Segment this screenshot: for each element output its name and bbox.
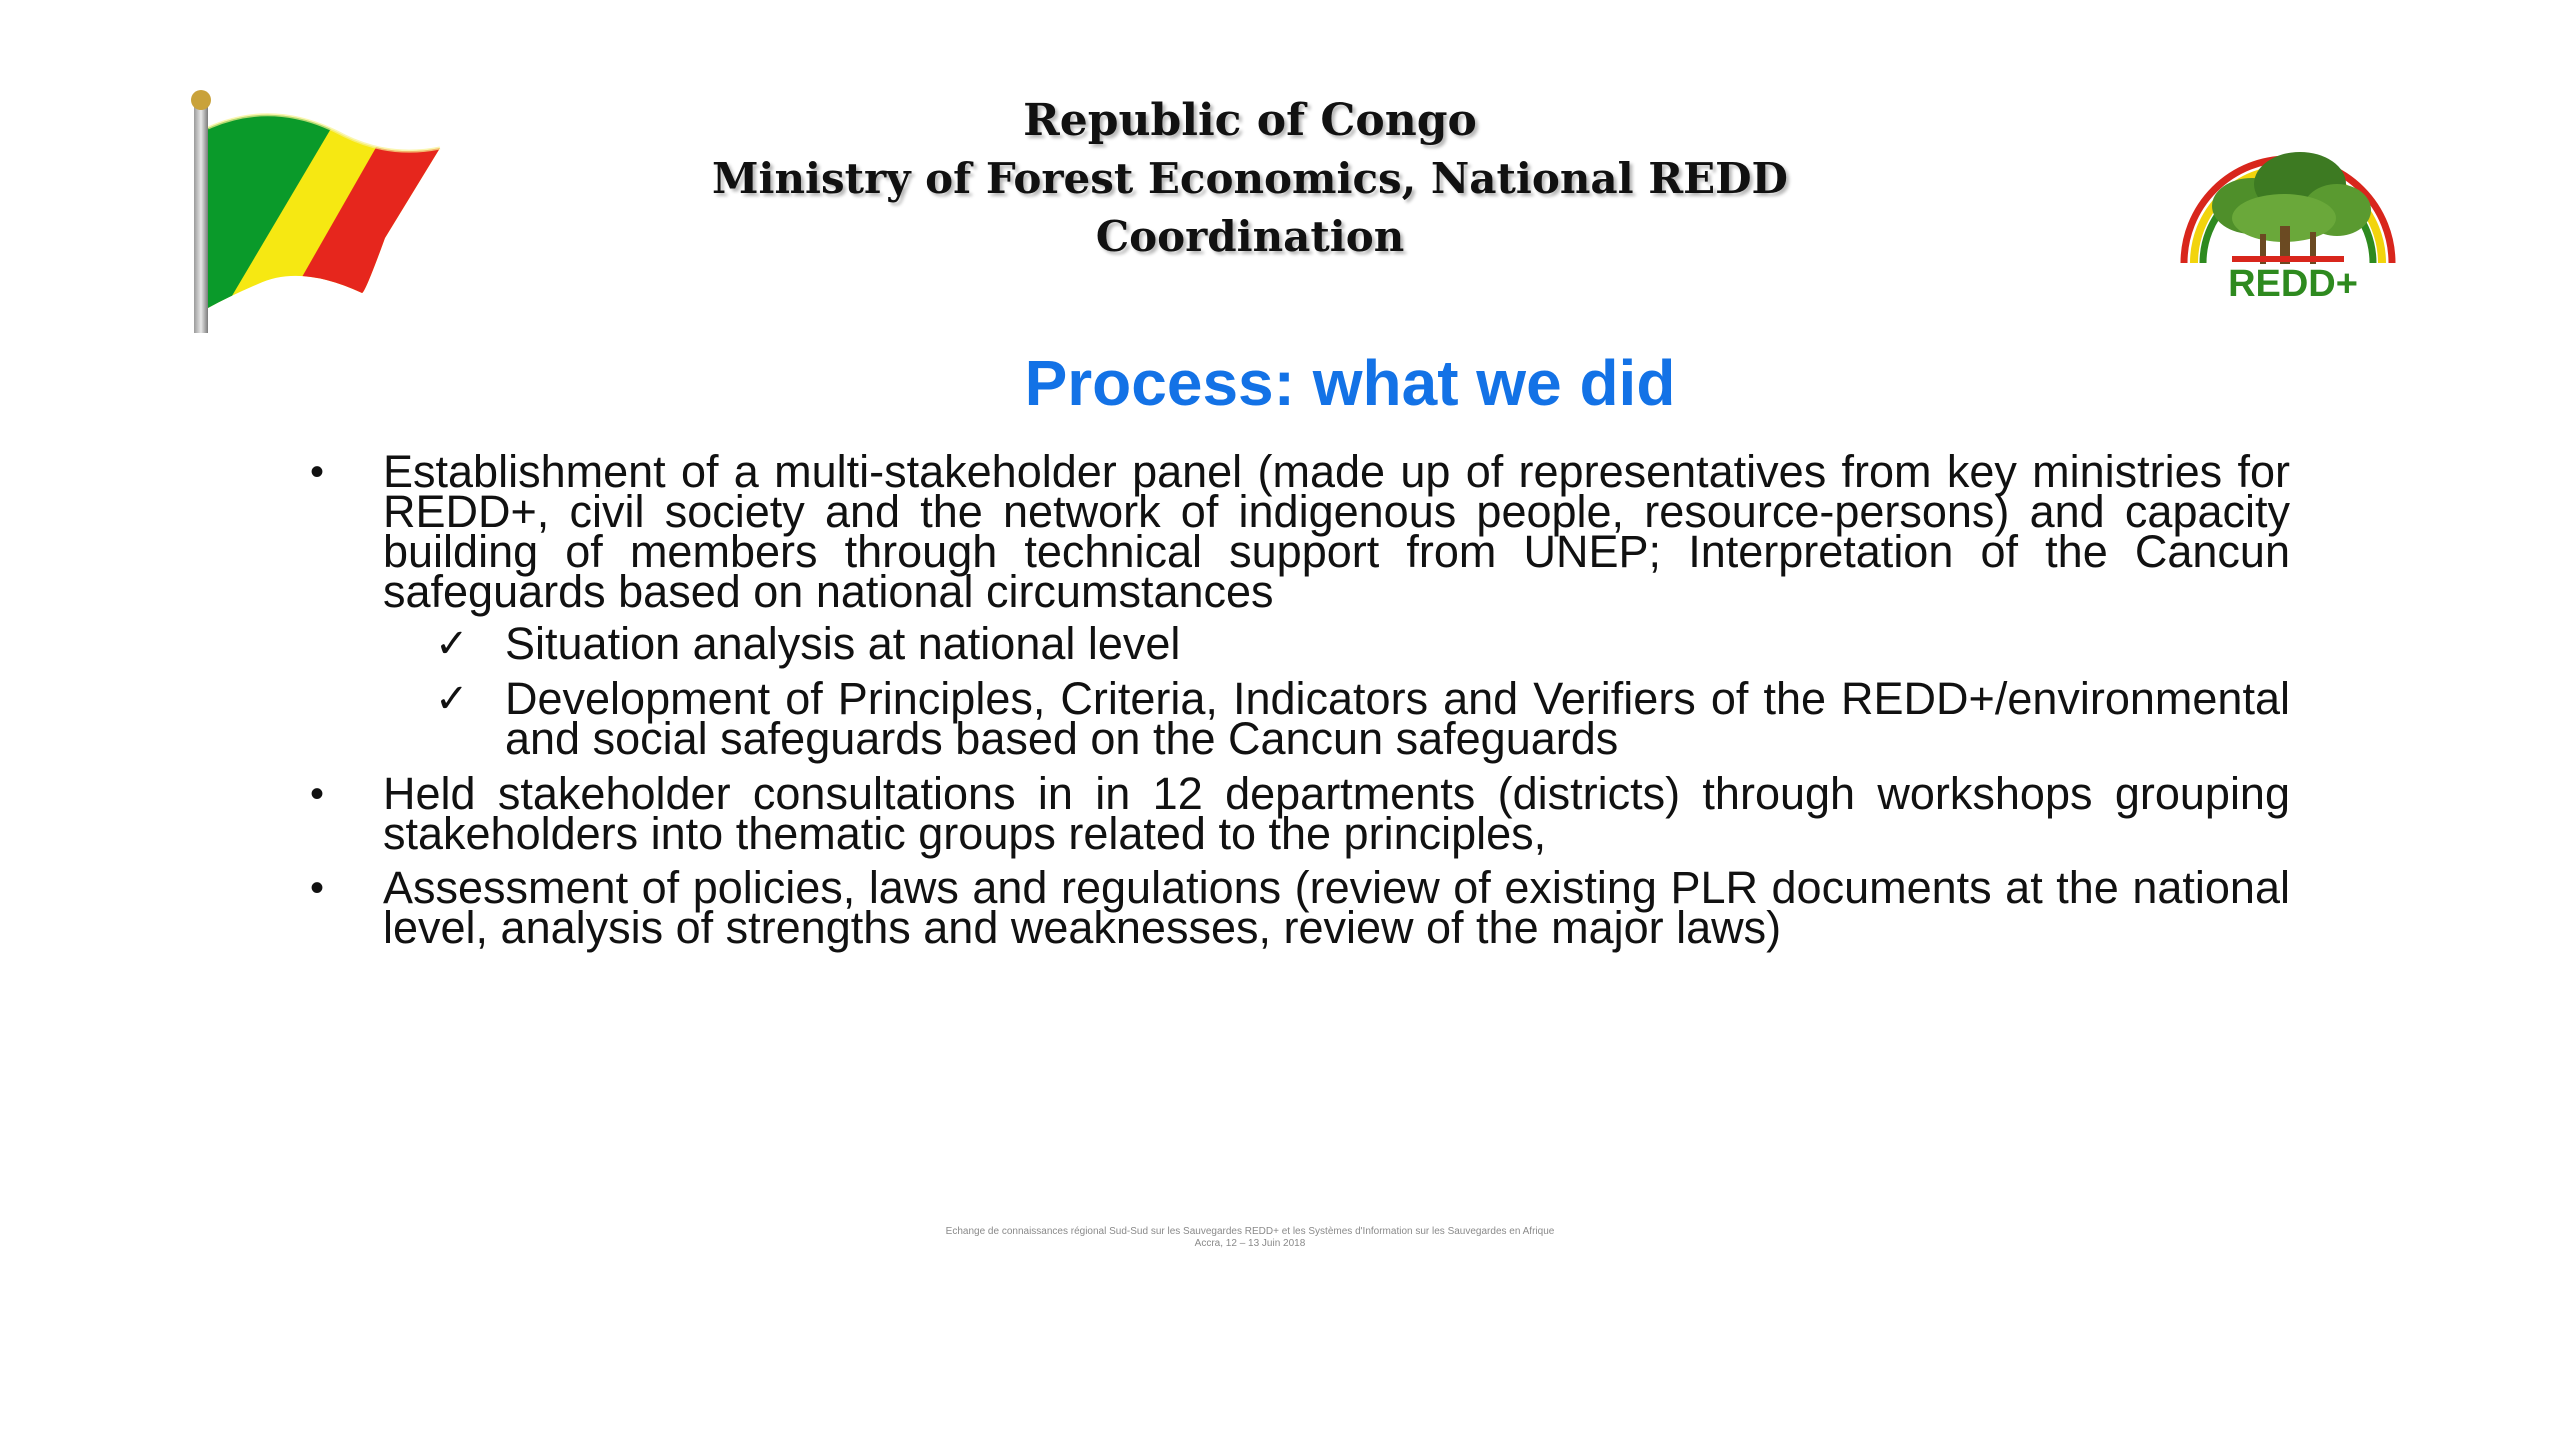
bullet-icon: •	[310, 772, 325, 816]
footer-date: Accra, 12 – 13 Juin 2018	[1194, 1238, 1306, 1249]
congo-flag-icon	[180, 88, 450, 333]
sub-item-text: Situation analysis at national level	[505, 618, 1181, 669]
sub-item-text: Development of Principles, Criteria, Indicators and Verifiers of the REDD+/environmental and social safeguards based on the Cancun safeguards	[505, 673, 2290, 764]
header-country: Republic of Congo	[1023, 95, 1477, 146]
footer-event: Echange de connaissances régional Sud-Sud sur les Sauvegardes REDD+ et les Systèmes d'Information sur les Sauvegardes en Afrique	[945, 1226, 1555, 1237]
header-ministry: Ministry of Forest Economics, National REDD Coordination	[712, 154, 1788, 261]
sub-list	[413, 618, 2290, 764]
bullet-item	[305, 446, 2290, 764]
slide-title: Process: what we did	[1024, 347, 1676, 419]
header	[560, 92, 1940, 266]
bullet-text: Assessment of policies, laws and regulations (review of existing PLR documents at the national level, analysis of strengths and weaknesses, review of the major laws)	[383, 862, 2290, 953]
sub-item	[335, 618, 2290, 669]
content-list	[305, 446, 2290, 962]
bullet-text: Held stakeholder consultations in in 12 departments (districts) through workshops grouping stakeholders into thematic groups related to the principles,	[383, 768, 2290, 859]
checkmark-icon: ✓	[435, 676, 469, 722]
bullet-item	[305, 862, 2290, 953]
bullet-icon: •	[310, 866, 325, 910]
bullet-text: Establishment of a multi-stakeholder panel (made up of representatives from key ministries for REDD+, civil society and the network of indigenous people, resource-persons) and capacity building of members through technical support from UNEP; Interpretation of the Cancun safeguards based on national circumstances	[383, 446, 2290, 617]
bullet-item	[305, 768, 2290, 859]
bullet-icon: •	[310, 450, 325, 494]
sub-item	[335, 673, 2290, 764]
checkmark-icon: ✓	[435, 621, 469, 667]
footer	[700, 1226, 1800, 1250]
redd-plus-logo-label: REDD+	[2228, 263, 2358, 305]
